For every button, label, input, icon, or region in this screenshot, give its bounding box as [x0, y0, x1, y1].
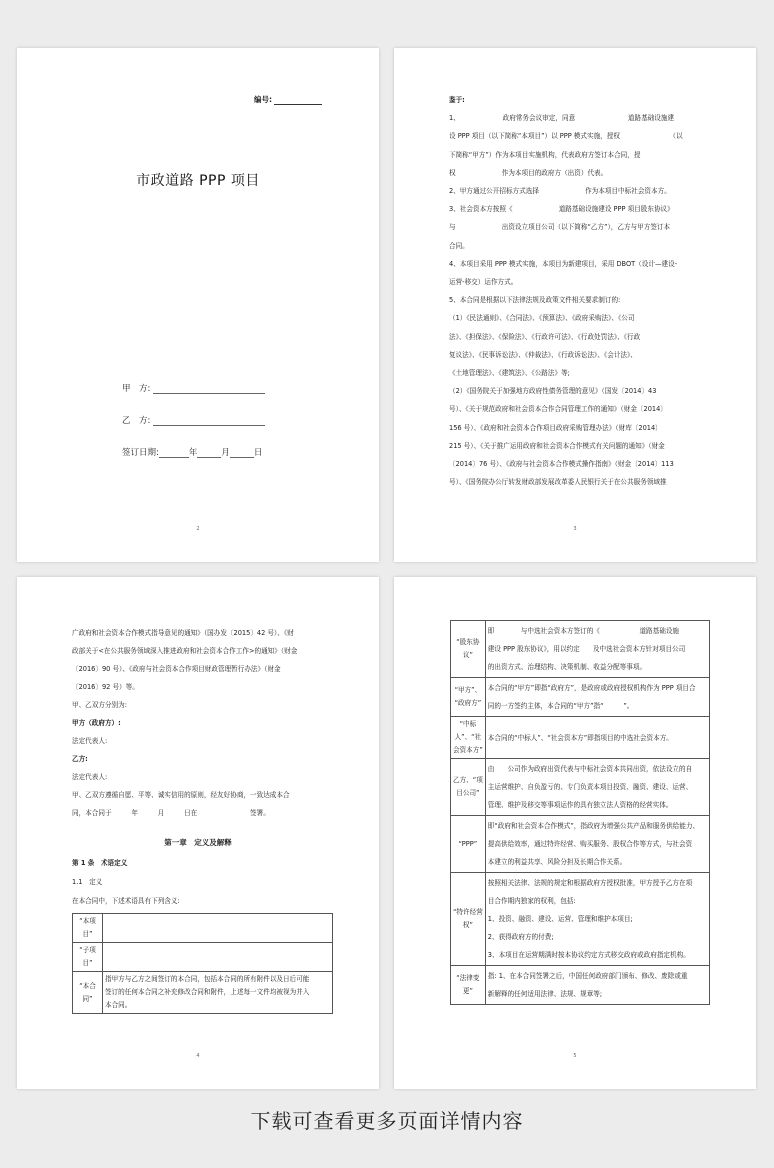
term-line: “法律变	[456, 974, 480, 982]
term-line: 权”	[462, 921, 473, 929]
parties-line: 法定代表人:	[72, 737, 108, 745]
more-pages-caption: 下载可查看更多页面详情内容	[250, 1109, 524, 1133]
recital-line: 5、本合同是根据以下法律法规及政策文件相关要求制订的:	[449, 296, 621, 305]
parties-line: 甲方（政府方）:	[72, 719, 121, 727]
definition-cell	[103, 914, 333, 943]
term-cell	[451, 873, 486, 966]
recital-line: 与 出资设立项目公司（以下简称“乙方”），乙方与甲方签订本	[449, 223, 671, 232]
definition-line: 提高供给效率，通过特许经营、购买服务、股权合作等方式，与社会资	[487, 840, 693, 848]
definitions-continued-page	[394, 577, 756, 1089]
signing-date-label: 签订日期:	[122, 448, 159, 458]
definition-line: 建设 PPP 股东协议》，用以约定 及中选社会资本方针对项目公司	[487, 645, 686, 653]
definition-cell	[103, 972, 333, 1014]
table-row	[73, 972, 333, 1014]
definition-line: 指: 1、在本合同签署之后，中国任何政府部门颁布、修改、废除或重	[487, 972, 688, 980]
recital-line: 156 号）、《政府和社会资本合作项目政府采购管理办法》（财库〔2014〕	[449, 423, 662, 432]
party-a-label: 甲 方:	[122, 384, 151, 394]
recital-line: 复议法》、《民事诉讼法》、《仲裁法》、《行政诉讼法》、《会计法》、	[449, 350, 637, 359]
year-blank	[159, 448, 189, 458]
chapter-title: 第一章 定义及解释	[164, 838, 232, 847]
definition-line: 同的一方签约主体，本合同的“甲方”指“ ”。	[487, 702, 634, 710]
parties-line: 甲、乙双方分别为:	[72, 701, 127, 709]
term-cell: “本项目”	[73, 914, 103, 943]
day-blank	[230, 448, 254, 458]
term-line: “特许经营	[453, 908, 483, 916]
definition-cell	[485, 621, 709, 678]
definition-line: 目合作期内独家的权利，包括:	[487, 897, 576, 905]
contract-cover-page	[17, 48, 379, 562]
recitals-heading: 鉴于:	[449, 96, 465, 104]
definition-line: 即“政府和社会资本合作模式”，指政府为增强公共产品和服务供给能力、	[487, 822, 700, 830]
page-number: 5	[573, 1053, 577, 1059]
day-label: 日	[253, 448, 263, 458]
recital-line: 1、 政府常务会议审定，同意 道路基础设施建	[449, 114, 675, 123]
term-line: “甲方”、	[454, 686, 482, 694]
definition-cell	[485, 873, 709, 966]
month-label: 月	[221, 448, 230, 458]
term-cell	[451, 717, 486, 759]
definition-line: 指甲方与乙方之间签订的本合同，包括本合同的所有附件以及日后可能	[105, 975, 310, 983]
parties-line: 〔2016〕90 号）、《政府与社会资本合作项目财政管理暂行办法》（财金	[72, 665, 281, 673]
month-blank	[197, 448, 221, 458]
table-row	[451, 966, 710, 1005]
party-a-field	[122, 382, 265, 394]
party-b-label: 乙 方:	[122, 416, 151, 426]
serial-number-label: 编号:	[254, 95, 272, 104]
definition-cell	[485, 816, 709, 873]
term-cell	[451, 966, 486, 1005]
term-line: 目公司”	[456, 789, 480, 797]
term-line: 人”、“社	[454, 733, 482, 741]
table-row	[73, 914, 333, 943]
definitions-page	[17, 577, 379, 1089]
article-title: 第 1 条 术语定义	[72, 859, 128, 867]
definition-cell	[485, 759, 709, 816]
parties-line: 乙方:	[72, 755, 88, 763]
recital-line: 合同。	[449, 241, 469, 250]
serial-number-field	[254, 94, 322, 105]
parties-line: 甲、乙双方遵循自愿、平等、诚实信用的原则，经友好协商，一致达成本合	[72, 791, 290, 799]
term-line: “股东协	[456, 638, 480, 646]
signing-date-row	[122, 446, 262, 458]
table-row	[451, 717, 710, 759]
recital-line: 〔2014〕76 号）、《政府与社会资本合作模式操作指南》（财金〔2014〕113	[449, 460, 674, 468]
term-cell	[451, 621, 486, 678]
term-line: 会资本方”	[453, 746, 483, 754]
definition-line: 1、投资、融资、建设、运营、管理和维护本项目;	[487, 915, 633, 923]
parties-line: 广政府和社会资本合作模式指导意见的通知》（国办发〔2015〕42 号）、《财	[72, 629, 294, 637]
table-row	[451, 621, 710, 678]
recital-line: 215 号）、《关于推广运用政府和社会资本合作模式有关问题的通知》（财金	[449, 441, 665, 450]
term-line: “中标	[459, 720, 477, 728]
term-line: “政府方”	[454, 699, 482, 707]
term-cell	[451, 759, 486, 816]
definition-cell	[485, 717, 709, 759]
recitals-page	[394, 48, 756, 562]
party-b-field	[122, 414, 265, 426]
definition-line: 主运营维护、自负盈亏的、专门负责本项目投资、融资、建设、运营、	[487, 783, 693, 791]
recital-line: 2、甲方通过公开招标方式选择 作为本项目中标社会资本方。	[449, 187, 671, 195]
definition-line: 管理、维护及移交等事项运作的具有独立法人资格的经营实体。	[487, 801, 673, 809]
recital-line: 《土地管理法》、《建筑法》、《公路法》等;	[449, 369, 570, 377]
definition-line: 3、本项目在运营期满时按本协议约定方式移交政府或政府指定机构。	[487, 951, 690, 959]
definition-cell	[485, 966, 709, 1005]
page-number: 3	[573, 526, 577, 532]
recital-line: 权 作为本项目的政府方（出资）代表。	[449, 168, 608, 177]
definitions-table	[72, 913, 333, 1014]
parties-line: 同，本合同于 年 月 日在 签署。	[72, 809, 270, 817]
contract-title: 市政道路 PPP 项目	[136, 173, 260, 189]
party-a-blank	[153, 384, 265, 394]
definition-cell	[103, 943, 333, 972]
term-line: 更”	[462, 987, 473, 995]
party-b-blank	[153, 416, 265, 426]
recital-line: 3、社会资本方按照《 道路基础设施建设 PPP 项目股东协议》	[449, 205, 674, 214]
table-row	[451, 816, 710, 873]
parties-line: 法定代表人:	[72, 773, 108, 781]
recital-line: 法》、《担保法》、《保险法》、《行政许可法》、《行政处罚法》、《行政	[449, 332, 641, 341]
table-row	[451, 678, 710, 717]
recital-line: 号）、《国务院办公厅转发财政部发展改革委人民银行关于在公共服务领域推	[449, 478, 667, 487]
term-cell	[451, 816, 486, 873]
definition-line: 本建立的利益共享、风险分担及长期合作关系。	[487, 858, 627, 866]
definition-line: 新解释的任何适用法律、法规、规章等;	[487, 990, 603, 998]
year-label: 年	[188, 448, 198, 458]
recital-line: 运营-移交）运作方式。	[449, 278, 518, 286]
definition-line: 由 公司作为政府出资代表与中标社会资本共同出资，依法设立的自	[487, 765, 693, 773]
definition-line: 按照相关法律、法规的规定和根据政府方授权批准，甲方授予乙方在项	[487, 879, 693, 887]
table-row	[73, 943, 333, 972]
recital-line: 号）、《关于规范政府和社会资本合作合同管理工作的通知》（财金〔2014〕	[449, 405, 667, 414]
recital-line: 4、本项目采用 PPP 模式实施，本项目为新建项目，采用 DBOT（设计—建设-	[449, 259, 678, 268]
recital-line: 下简称“甲方”）作为本项目实施机构，代表政府方签订本合同，授	[449, 150, 641, 159]
table-row	[451, 759, 710, 816]
serial-number-blank	[274, 97, 322, 105]
section-title: 1.1 定义	[72, 878, 103, 886]
page-number: 2	[196, 526, 200, 532]
parties-line: 〔2016〕92 号）等。	[72, 683, 139, 691]
term-cell	[451, 678, 486, 717]
term-cell: “本合同”	[73, 972, 103, 1014]
table-row	[451, 873, 710, 966]
definition-line: 本合同。	[105, 1001, 132, 1009]
definition-line: 2、获得政府方的付费;	[487, 933, 554, 941]
recital-line: （2）《国务院关于加强地方政府性债务管理的意见》（国发〔2014〕43	[449, 387, 657, 396]
term-line: 乙方、“项	[453, 776, 483, 784]
definition-line: 本合同的“甲方”即指“政府方”，是政府或政府授权机构作为 PPP 项目合	[487, 684, 696, 692]
definitions-table-continued	[450, 620, 710, 1005]
definition-line: 即 与中选社会资本方签订的《 道路基础设施	[487, 627, 680, 635]
recital-line: （1）《民法通则》、《合同法》、《预算法》、《政府采购法》、《公司	[449, 314, 635, 323]
definition-line: 的出资方式、治理结构、决策机制、收益分配等事项。	[487, 663, 647, 671]
definition-cell	[485, 678, 709, 717]
definition-line: 本合同的“中标人”、“社会资本方”即指项目的中选社会资本方。	[487, 733, 673, 742]
definitions-intro: 在本合同中，下述术语具有下列含义:	[72, 897, 180, 905]
recital-line: 设 PPP 项目（以下简称“本项目”）以 PPP 模式实施，授权 （以	[449, 132, 683, 141]
page-number: 4	[196, 1053, 200, 1059]
term-line: “PPP”	[458, 839, 478, 848]
term-line: 议”	[462, 651, 473, 659]
parties-line: 政部关于<在公共服务领域深入推进政府和社会资本合作工作>的通知》（财金	[72, 647, 298, 655]
definition-line: 签订的任何本合同之补充修改合同和附件，上述每一文件均被视为并入	[105, 988, 310, 996]
term-cell: “子项目”	[73, 943, 103, 972]
